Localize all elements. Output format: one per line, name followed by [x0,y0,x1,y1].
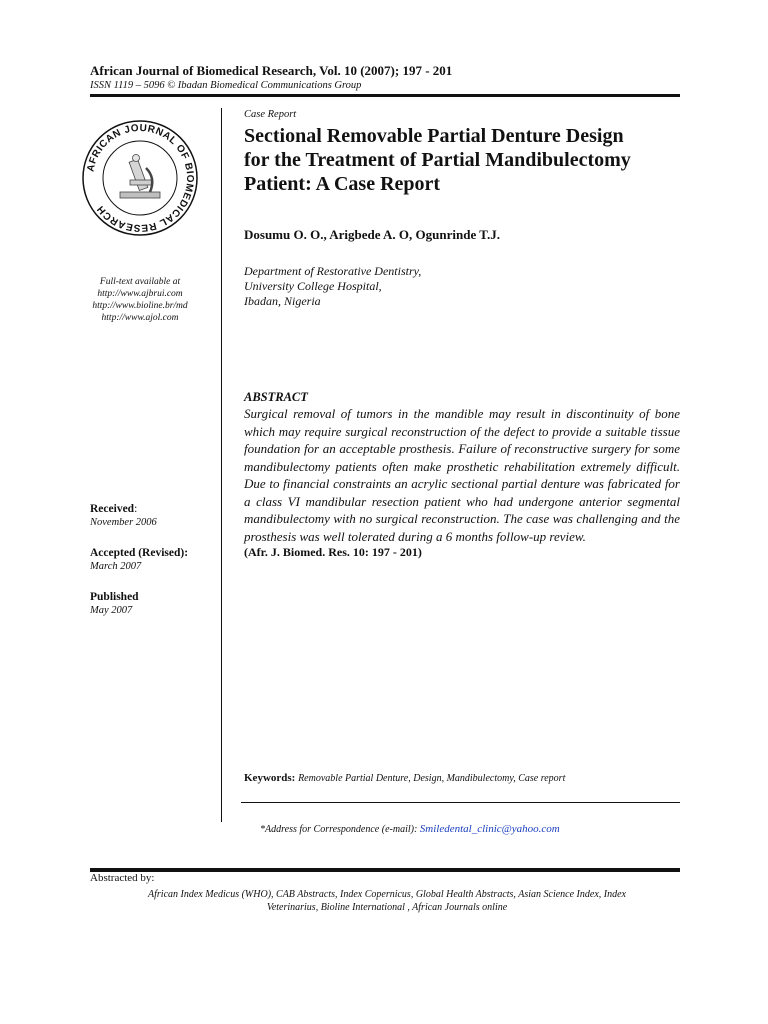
fulltext-label: Full-text available at [99,277,181,287]
keywords-rule [241,802,680,803]
keywords-label: Keywords: [244,772,296,784]
correspondence-label: *Address for Correspondence (e-mail): [260,824,418,835]
received-date: November 2006 [90,517,157,528]
keywords-list: Removable Partial Denture, Design, Mandibulectomy, Case report [298,773,566,784]
abstracted-by-list [92,888,682,914]
footer-rule [90,868,680,872]
journal-title: African Journal of Biomedical Research, Vol. 10 (2007); 197 - 201 [90,63,453,78]
article-title-line: Patient: A Case Report [244,173,441,195]
affiliation [244,264,421,309]
abstract [244,390,680,560]
journal-logo [80,118,200,238]
journal-header [90,63,690,92]
article-title-line: Sectional Removable Partial Denture Design [244,125,624,147]
abstracted-by-line: African Index Medicus (WHO), CAB Abstracts, Index Copernicus, Global Health Abstracts, Asian Science Index, Index [148,889,626,900]
abstracted-by-label: Abstracted by: [90,872,155,884]
correspondence-email-link[interactable]: Smiledental_clinic@yahoo.com [419,823,560,835]
article-title [244,124,680,196]
article-title-line: for the Treatment of Partial Mandibulectomy [244,149,631,171]
authors: Dosumu O. O., Arigbede A. O, Ogunrinde T.J. [244,227,500,242]
accepted-block [90,546,188,573]
published-label: Published [90,591,139,603]
microscope-icon [120,155,160,199]
fulltext-url[interactable]: http://www.bioline.br/md [92,301,188,311]
article-type: Case Report [244,109,297,120]
journal-issn: ISSN 1119 – 5096 © Ibadan Biomedical Communications Group [90,80,362,91]
accepted-label: Accepted (Revised): [90,547,189,559]
affiliation-line: Ibadan, Nigeria [244,294,321,308]
accepted-date: March 2007 [90,561,142,572]
abstract-citation: (Afr. J. Biomed. Res. 10: 197 - 201) [244,545,422,559]
fulltext-url[interactable]: http://www.ajol.com [101,313,179,323]
received-block [90,502,157,529]
fulltext-availability [80,276,200,324]
received-label: Received: [90,503,138,515]
article-header [244,108,680,196]
abstract-heading: ABSTRACT [244,390,308,404]
affiliation-line: Department of Restorative Dentistry, [244,264,422,278]
affiliation-line: University College Hospital, [244,279,382,293]
column-divider [221,108,222,822]
keywords [244,772,565,784]
logo-ring-text: AFRICAN JOURNAL OF BIOMEDICAL RESEARCH [85,122,196,234]
published-date: May 2007 [90,605,133,616]
header-rule [90,94,680,97]
fulltext-url[interactable]: http://www.ajbrui.com [97,289,183,299]
abstract-body: Surgical removal of tumors in the mandible may result in discontinuity of bone which may require surgical reconstruction of the defect to provide a suitable tissue foundation for an acceptable prosthesis. Failure of reconstructive surgery for some mandibulectomy patients often make prosthetic rehabilitation extremely difficult. Due to financial constraints an acrylic sectional partial denture was fabricated for a class VI mandibular resection patient who had undergone anterior segmental mandibulectomy with no surgical reconstruction. The case was challenging and the prosthesis was well tolerated during a 6 months follow-up review. [244,406,680,544]
abstracted-by-line: Veterinarius, Bioline International , African Journals online [266,902,508,913]
correspondence [260,823,560,835]
published-block [90,590,139,617]
